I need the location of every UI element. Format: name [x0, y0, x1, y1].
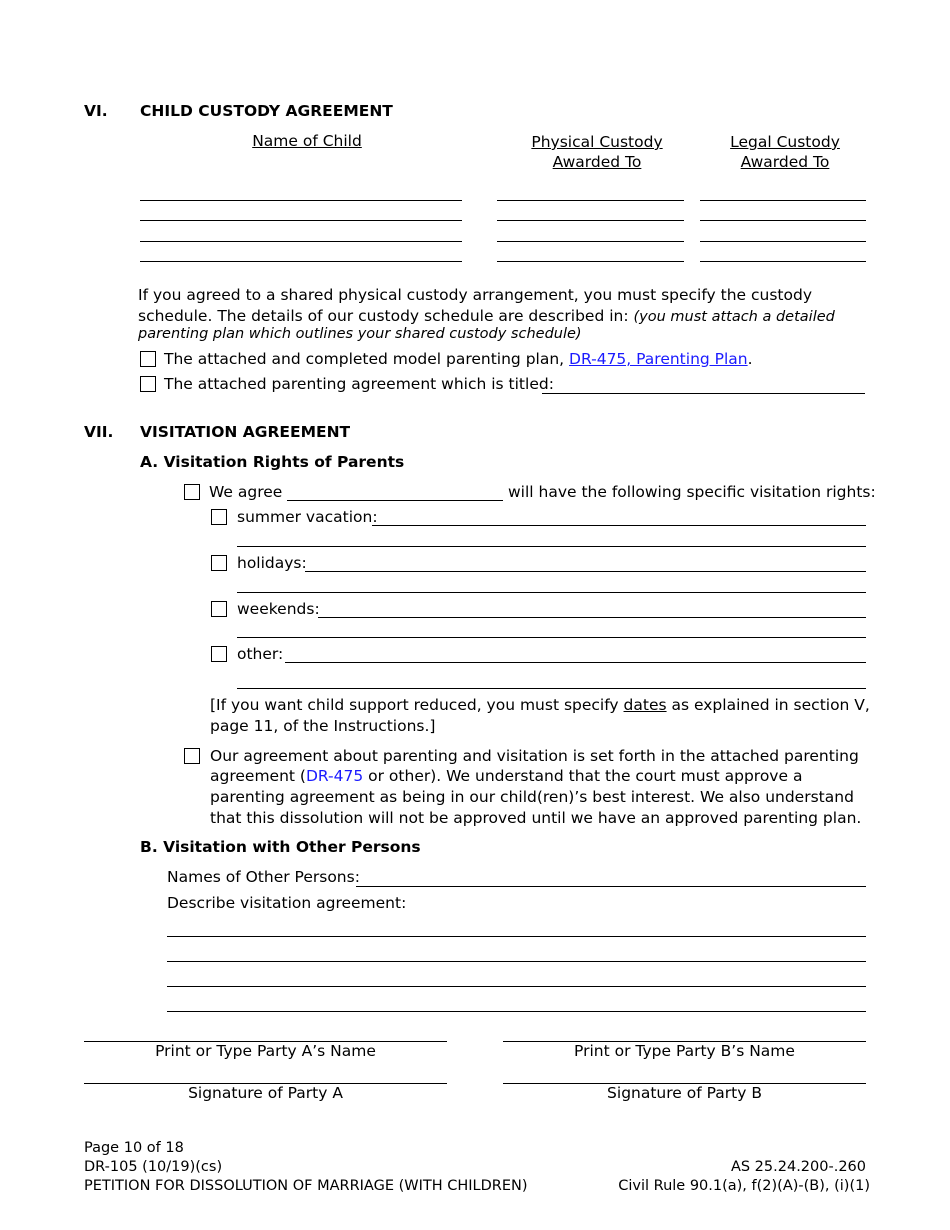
visitation-rights-label: will have the following specific visitation rights: — [508, 483, 876, 501]
names-of-other-persons-field[interactable] — [356, 886, 866, 887]
summer-vacation-checkbox[interactable] — [211, 509, 227, 525]
footer-statute: AS 25.24.200-.260 — [730, 1159, 866, 1175]
column-header-child-name: Name of Child — [252, 132, 362, 150]
child-name-field-1[interactable] — [140, 200, 462, 201]
parenting-agreement-title-field[interactable] — [542, 393, 865, 394]
physical-custody-field-1[interactable] — [497, 200, 684, 201]
agreement-text-line-1: Our agreement about parenting and visitation is set forth in the attached parenting — [210, 747, 859, 765]
dr-475-link[interactable]: DR-475 — [305, 767, 364, 785]
other-field-2[interactable] — [237, 688, 866, 689]
footer-form-number: DR-105 (10/19)(cs) — [84, 1159, 223, 1175]
subsection-b-title: B. Visitation with Other Persons — [140, 838, 421, 856]
parenting-agreement-option: The attached parenting agreement which is titled: — [164, 375, 554, 393]
child-name-field-3[interactable] — [140, 241, 462, 242]
other-field[interactable] — [285, 662, 866, 663]
names-of-other-persons-label: Names of Other Persons: — [167, 868, 360, 886]
summer-vacation-field[interactable] — [372, 525, 866, 526]
model-parenting-plan-option: The attached and completed model parenting plan, DR-475, Parenting Plan. — [164, 350, 753, 368]
child-support-note-line-2: page 11, of the Instructions.] — [210, 717, 436, 735]
subsection-a-title: A. Visitation Rights of Parents — [140, 453, 405, 471]
we-agree-checkbox[interactable] — [184, 484, 200, 500]
child-name-field-2[interactable] — [140, 220, 462, 221]
child-name-field-4[interactable] — [140, 261, 462, 262]
party-a-name-label: Print or Type Party A’s Name — [155, 1042, 376, 1060]
describe-visitation-label: Describe visitation agreement: — [167, 894, 407, 912]
weekends-checkbox[interactable] — [211, 601, 227, 617]
summer-vacation-field-2[interactable] — [237, 546, 866, 547]
other-label: other: — [237, 645, 284, 663]
holidays-checkbox[interactable] — [211, 555, 227, 571]
model-parenting-plan-checkbox[interactable] — [140, 351, 156, 367]
dr-475-parenting-plan-link[interactable]: DR-475, Parenting Plan — [569, 350, 748, 368]
parenting-agreement-checkbox[interactable] — [140, 376, 156, 392]
holidays-label: holidays: — [237, 554, 307, 572]
footer-rule: Civil Rule 90.1(a), f(2)(A)-(B), (i)(1) — [618, 1178, 870, 1194]
holidays-field-2[interactable] — [237, 592, 866, 593]
describe-visitation-field-2[interactable] — [167, 961, 866, 962]
child-support-note-line-1: [If you want child support reduced, you must specify dates as explained in section V, — [210, 696, 870, 714]
party-b-name-label: Print or Type Party B’s Name — [574, 1042, 795, 1060]
footer-form-title: PETITION FOR DISSOLUTION OF MARRIAGE (WITH CHILDREN) — [84, 1178, 528, 1194]
footer-page-number: Page 10 of 18 — [84, 1140, 184, 1156]
describe-visitation-field-4[interactable] — [167, 1011, 866, 1012]
custody-instruction-line-3: parenting plan which outlines your shared custody schedule) — [138, 326, 582, 342]
summer-vacation-label: summer vacation: — [237, 508, 378, 526]
legal-custody-field-1[interactable] — [700, 200, 866, 201]
legal-custody-field-2[interactable] — [700, 220, 866, 221]
we-agree-label: We agree — [209, 483, 283, 501]
physical-custody-field-2[interactable] — [497, 220, 684, 221]
section-6-number: VI. — [84, 102, 108, 120]
weekends-label: weekends: — [237, 600, 320, 618]
section-7-title: VISITATION AGREEMENT — [140, 423, 351, 441]
describe-visitation-field-1[interactable] — [167, 936, 866, 937]
custody-instruction-line-2: schedule. The details of our custody schedule are described in: (you must attach a detailed — [138, 307, 835, 325]
physical-custody-field-3[interactable] — [497, 241, 684, 242]
legal-custody-field-4[interactable] — [700, 261, 866, 262]
describe-visitation-field-3[interactable] — [167, 986, 866, 987]
agreement-text-line-4: that this dissolution will not be approved until we have an approved parenting plan. — [210, 809, 862, 827]
section-7-number: VII. — [84, 423, 114, 441]
parenting-agreement-attached-checkbox[interactable] — [184, 748, 200, 764]
weekends-field[interactable] — [318, 617, 866, 618]
weekends-field-2[interactable] — [237, 637, 866, 638]
visiting-party-field[interactable] — [287, 500, 503, 501]
legal-custody-field-3[interactable] — [700, 241, 866, 242]
other-checkbox[interactable] — [211, 646, 227, 662]
party-b-signature-label: Signature of Party B — [607, 1084, 762, 1102]
holidays-field[interactable] — [305, 571, 866, 572]
agreement-text-line-2: agreement (DR-475 or other). We understand that the court must approve a — [210, 767, 803, 785]
agreement-text-line-3: parenting agreement as being in our child(ren)’s best interest. We also understand — [210, 788, 854, 806]
section-6-title: CHILD CUSTODY AGREEMENT — [140, 102, 393, 120]
custody-instruction-line-1: If you agreed to a shared physical custody arrangement, you must specify the custody — [138, 286, 812, 304]
physical-custody-field-4[interactable] — [497, 261, 684, 262]
party-a-signature-label: Signature of Party A — [188, 1084, 343, 1102]
column-header-physical-custody: Physical Custody Awarded To — [531, 133, 663, 171]
column-header-legal-custody: Legal Custody Awarded To — [730, 133, 840, 171]
